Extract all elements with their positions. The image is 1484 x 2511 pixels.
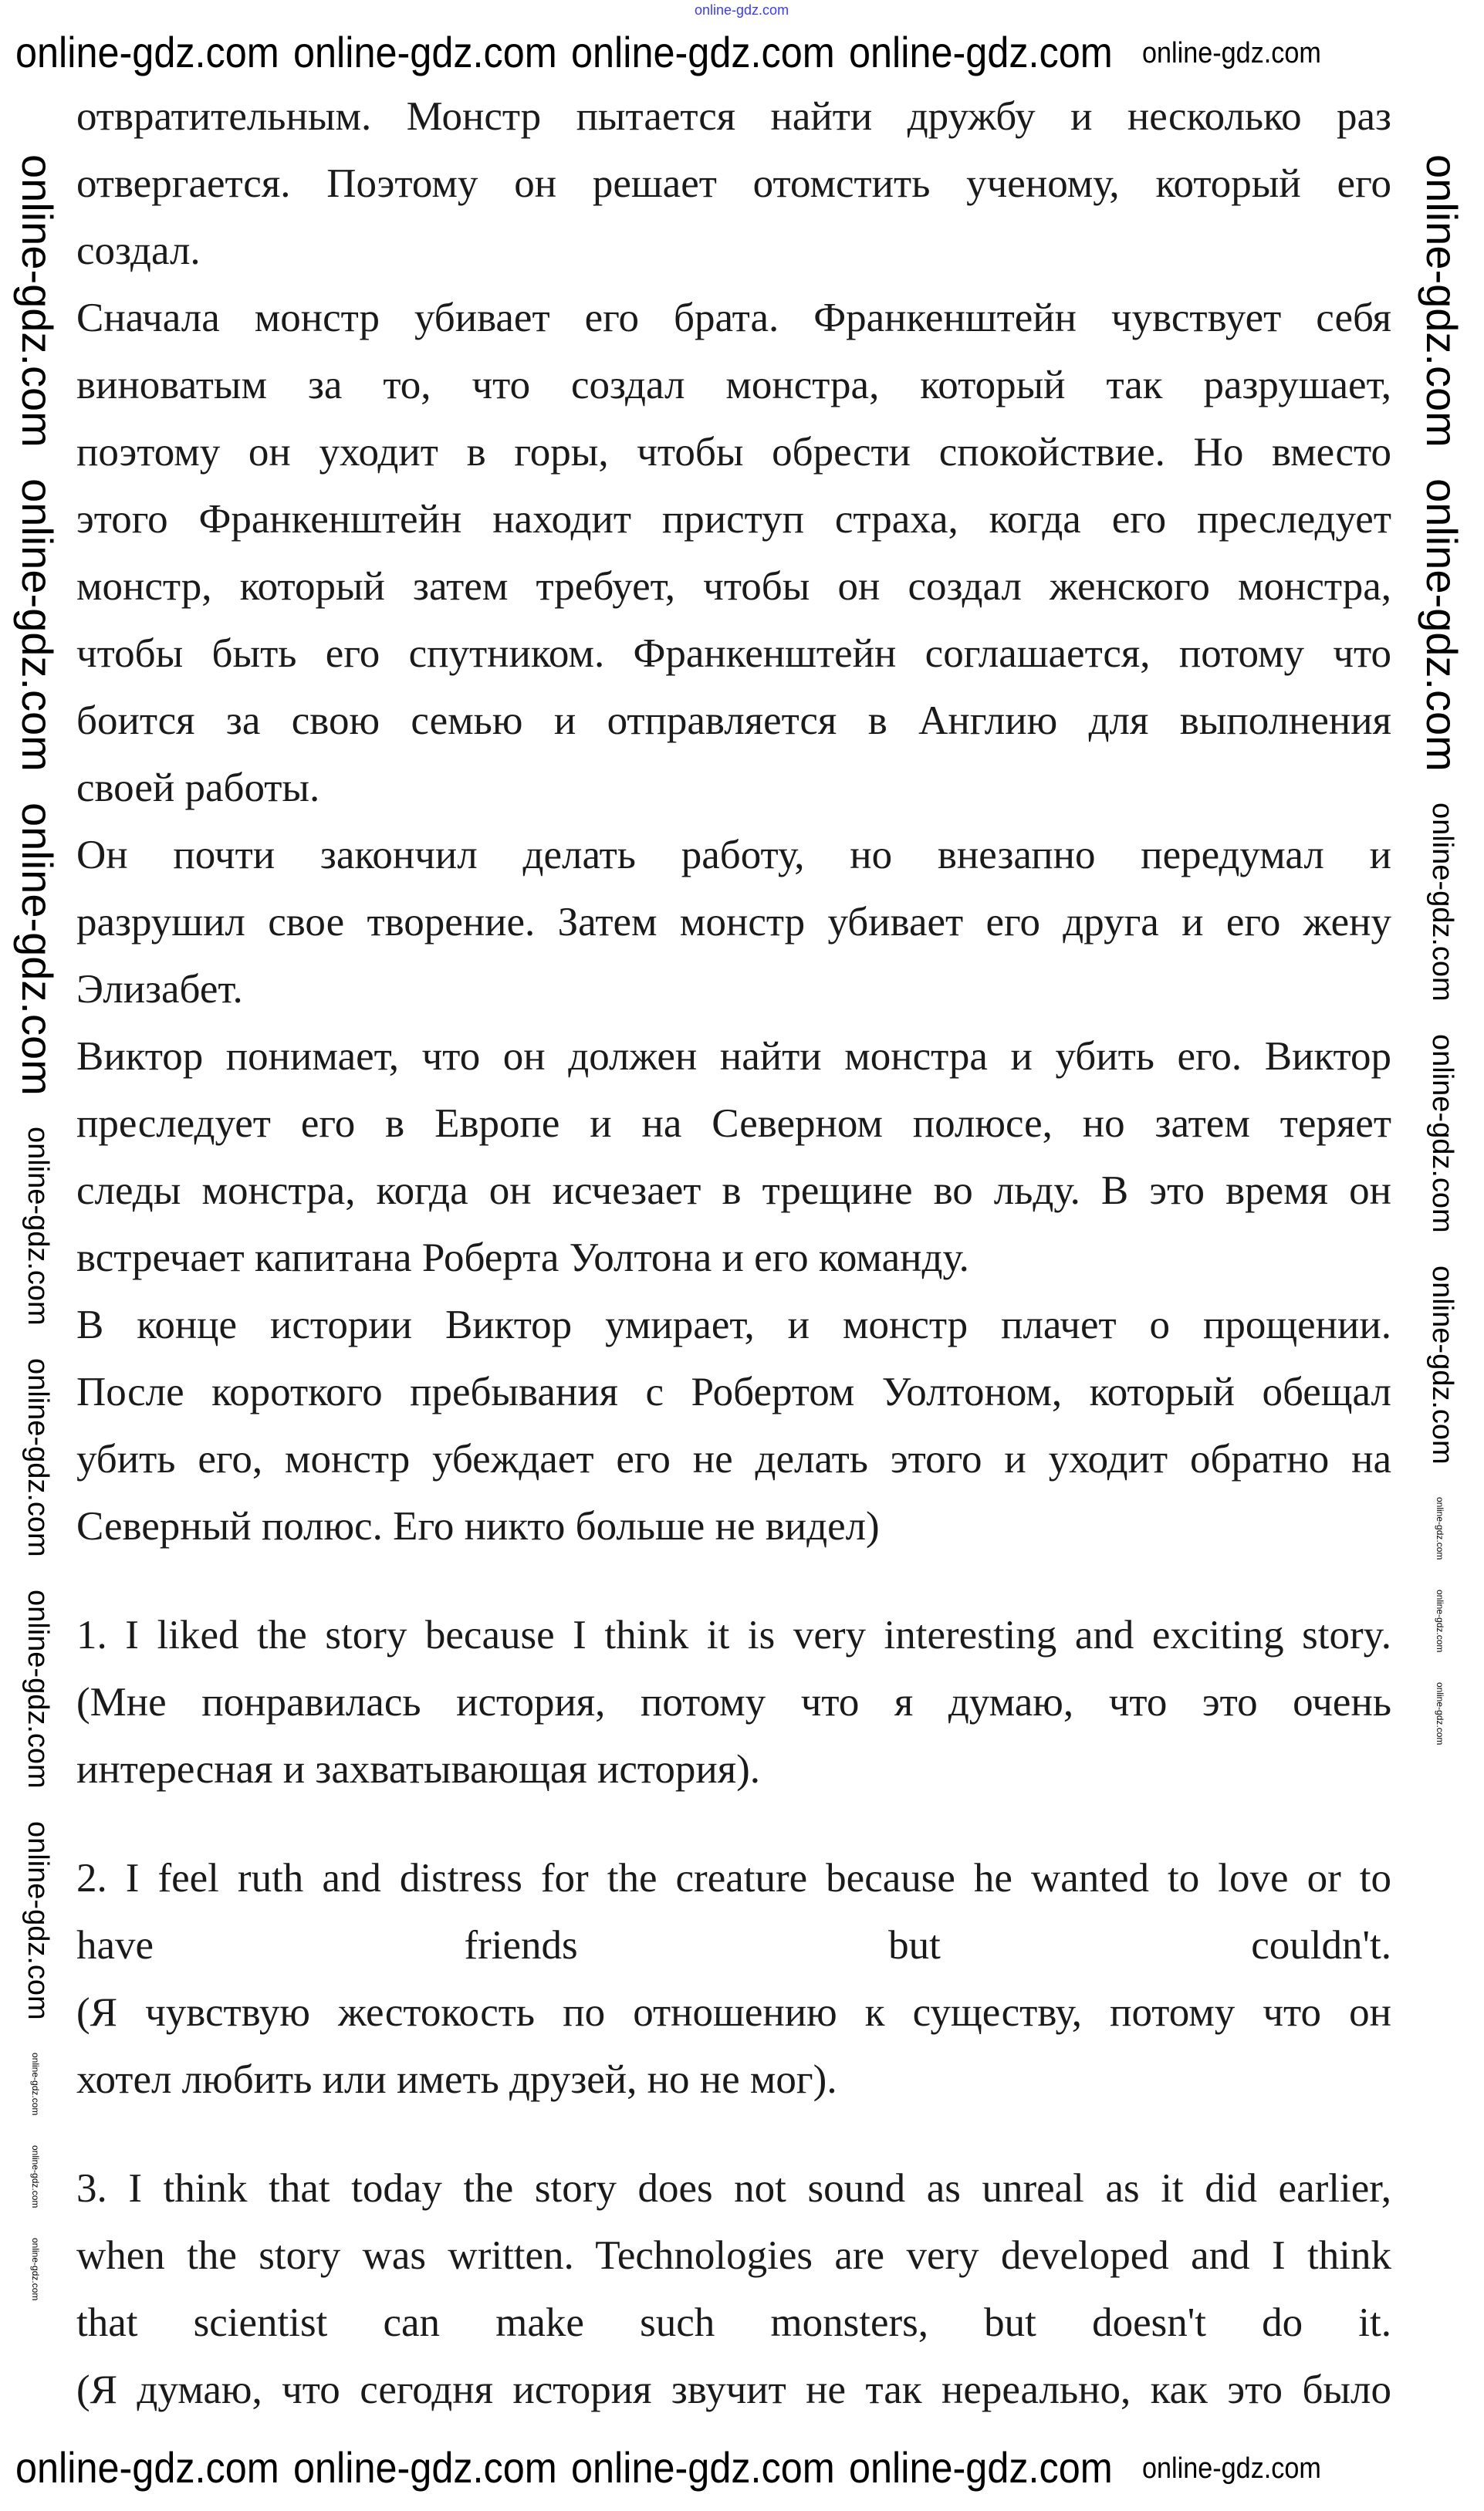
text-line: Элизабет. (76, 967, 243, 1012)
watermark: online-gdz.com (293, 28, 557, 76)
text-line: 2. I feel ruth and distress for the creature because he wanted to love or to (76, 1856, 1391, 1901)
text-line: поэтому он уходит в горы, чтобы обрести спокойствие. Но вместо (76, 430, 1391, 475)
paragraph (76, 83, 1391, 285)
text-line: разрушил свое творение. Затем монстр убивает его друга и его жену (76, 900, 1391, 945)
text-line: интересная и захватывающая история). (76, 1747, 761, 1792)
text-line: боится за свою семью и отправляется в Англию для выполнения (76, 698, 1391, 743)
text-line: Северный полюс. Его никто больше не видел) (76, 1504, 880, 1549)
text-line: that scientist can make such monsters, but doesn't do it. (76, 2300, 1391, 2345)
paragraph (76, 1292, 1391, 1560)
text-line: (Я думаю, что сегодня история звучит не так нереально, как это было (76, 2367, 1391, 2412)
watermark: online-gdz.com (695, 2, 789, 18)
text-line: убить его, монстр убеждает его не делать этого и уходит обратно на (76, 1437, 1391, 1482)
text-line: встречает капитана Роберта Уолтона и его команду. (76, 1235, 969, 1280)
watermark: online-gdz.com (1142, 37, 1321, 69)
watermark: online-gdz.com (13, 803, 62, 1096)
watermark: online-gdz.com (1435, 1682, 1445, 1746)
text-line: После короткого пребывания с Робертом Уолтоном, который обещал (76, 1370, 1391, 1414)
watermark: online-gdz.com (1435, 1497, 1445, 1560)
watermark: online-gdz.com (22, 1358, 54, 1557)
watermark: online-gdz.com (1426, 1034, 1459, 1233)
watermark: online-gdz.com (15, 2443, 279, 2492)
text-line: следы монстра, когда он исчезает в трещине во льду. В это время он (76, 1168, 1391, 1213)
text-line: (Мне понравилась история, потому что я думаю, что это очень (76, 1680, 1391, 1725)
watermark: online-gdz.com (13, 154, 62, 448)
text-line: 1. I liked the story because I think it is very interesting and exciting story. (76, 1613, 1391, 1658)
watermark: online-gdz.com (293, 2443, 557, 2492)
paragraph (76, 1602, 1391, 1803)
paragraph (76, 2155, 1391, 2424)
text-line: Сначала монстр убивает его брата. Франкенштейн чувствует себя (76, 296, 1391, 340)
watermark: online-gdz.com (22, 1127, 54, 1326)
text-line: (Я чувствую жестокость по отношению к существу, потому что он (76, 1990, 1391, 2035)
watermark: online-gdz.com (849, 28, 1113, 76)
watermark: online-gdz.com (1426, 803, 1459, 1002)
text-line: создал. (76, 228, 201, 273)
text-line: преследует его в Европе и на Северном полюсе, но затем теряет (76, 1101, 1391, 1146)
document-body (76, 83, 1391, 2424)
text-line: В конце истории Виктор умирает, и монстр плачет о прощении. (76, 1303, 1391, 1347)
watermark: online-gdz.com (1418, 478, 1466, 772)
watermark: online-gdz.com (30, 2053, 41, 2116)
text-line: хотел любить или иметь друзей, но не мог). (76, 2057, 837, 2102)
text-line: when the story was written. Technologies are very developed and I think (76, 2233, 1391, 2278)
watermark: online-gdz.com (1142, 2452, 1321, 2485)
text-line: виноватым за то, что создал монстра, который так разрушает, (76, 363, 1391, 407)
text-line: Виктор понимает, что он должен найти монстра и убить его. Виктор (76, 1034, 1391, 1079)
paragraph (76, 822, 1391, 1023)
watermark: online-gdz.com (1418, 154, 1466, 448)
watermark: online-gdz.com (1426, 1266, 1459, 1465)
text-line: чтобы быть его спутником. Франкенштейн соглашается, потому что (76, 631, 1391, 676)
paragraph (76, 1845, 1391, 2114)
text-line: своей работы. (76, 765, 320, 810)
watermark: online-gdz.com (849, 2443, 1113, 2492)
watermark: online-gdz.com (571, 28, 835, 76)
text-line: have friends but couldn't. (76, 1923, 1391, 1968)
watermark: online-gdz.com (22, 1821, 54, 2020)
watermark: online-gdz.com (15, 28, 279, 76)
watermark: online-gdz.com (571, 2443, 835, 2492)
text-line: 3. I think that today the story does not sound as unreal as it did earlier, (76, 2166, 1391, 2211)
text-line: монстр, который затем требует, чтобы он создал женского монстра, (76, 564, 1391, 609)
watermark: online-gdz.com (22, 1590, 54, 1789)
text-line: отвратительным. Монстр пытается найти дружбу и несколько раз (76, 94, 1391, 139)
paragraph (76, 1023, 1391, 1292)
text-line: этого Франкенштейн находит приступ страха, когда его преследует (76, 497, 1391, 542)
paragraph (76, 285, 1391, 822)
text-line: Он почти закончил делать работу, но внезапно передумал и (76, 833, 1391, 877)
watermark: online-gdz.com (30, 2145, 41, 2209)
watermark: online-gdz.com (1435, 1590, 1445, 1653)
watermark: online-gdz.com (30, 2238, 41, 2301)
text-line: отвергается. Поэтому он решает отомстить ученому, который его (76, 161, 1391, 206)
watermark: online-gdz.com (13, 478, 62, 772)
